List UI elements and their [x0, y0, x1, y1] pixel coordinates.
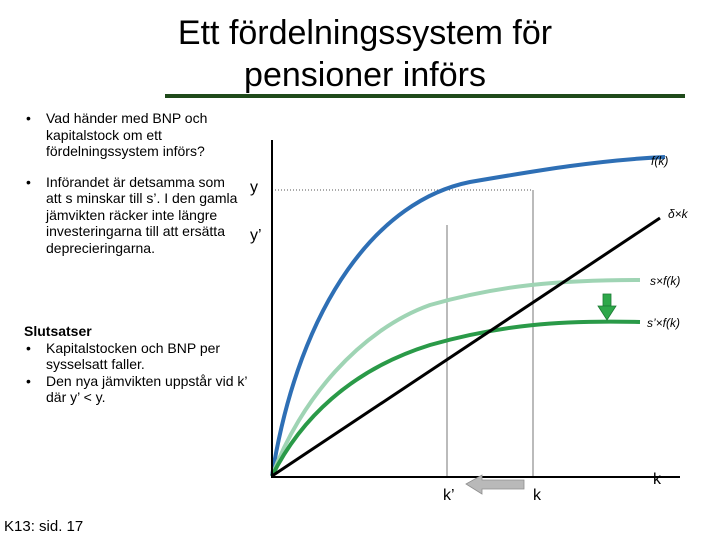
curve-label-f: f(k)	[651, 154, 669, 168]
tick-label-k: k	[533, 487, 541, 504]
curve-label-sprime: s’×f(k)	[647, 316, 680, 330]
line-delta-k	[272, 218, 660, 476]
conclusions-heading: Slutsatser	[24, 323, 92, 339]
bullet-text: Införandet är detsamma som att s minskar till s’. I den gamla jämvikten räcker inte längre investeringarna till att ersätta deprecieringarna.	[46, 173, 238, 256]
conclusion-text: Kapitalstocken och BNP per sysselsatt faller.	[46, 339, 221, 372]
axis-label-yprime: y’	[250, 227, 262, 244]
line-label-delta: δ×k	[668, 207, 688, 221]
curve-s	[272, 280, 640, 476]
tick-label-kprime: k’	[443, 487, 455, 504]
x-axis-label: k	[653, 471, 661, 488]
arrow-down-icon	[598, 294, 616, 320]
title-line-1: Ett fördelningssystem för	[177, 14, 553, 52]
axis-label-y: y	[250, 179, 258, 196]
slide-footer: K13: sid. 17	[4, 518, 84, 535]
bullet-text: Vad händer med BNP och kapitalstock om ett fördelningssystem införs?	[46, 110, 208, 159]
curve-sprime	[272, 322, 640, 476]
title-line-2: pensioner införs	[244, 56, 486, 94]
curve-label-s: s×f(k)	[650, 274, 681, 288]
conclusion-text: Den nya jämvikten uppstår vid k’ där y’ < y.	[46, 372, 248, 405]
